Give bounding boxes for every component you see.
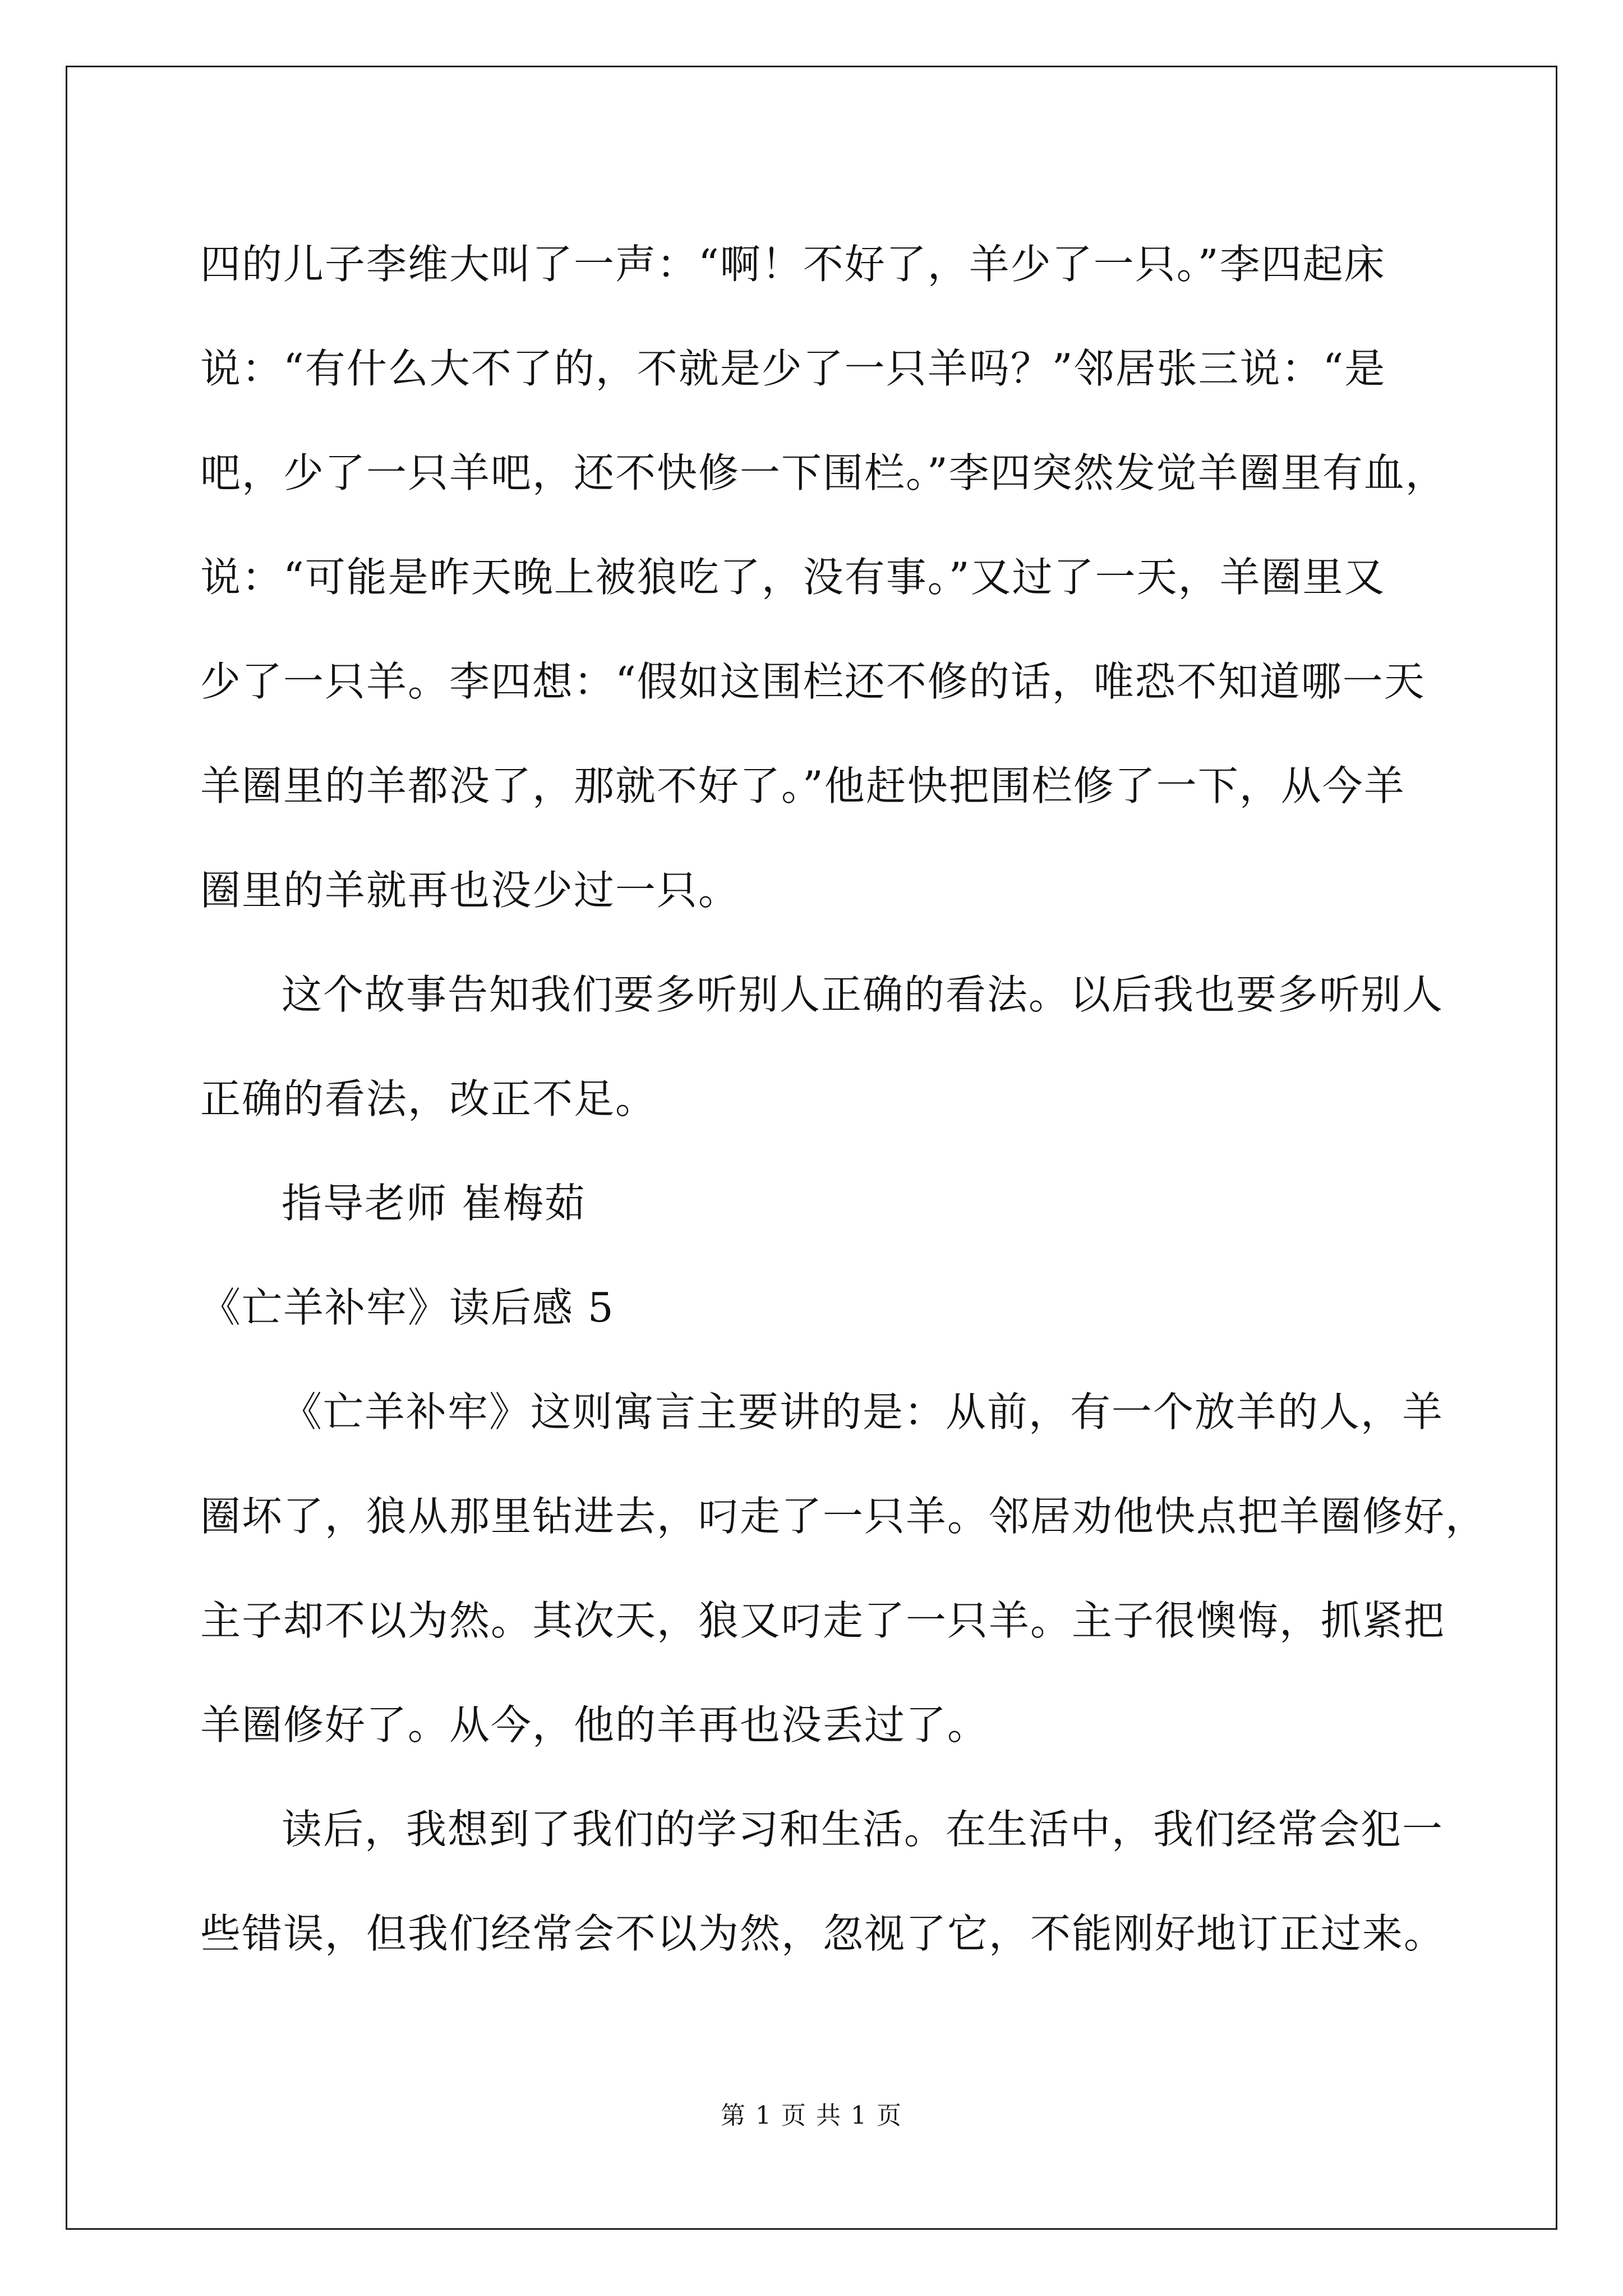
text-line-17: 些错误，但我们经常会不以为然，忽视了它，不能刚好地订正过来。 xyxy=(200,1910,1446,1957)
page-footer: 第 1 页 共 1 页 xyxy=(721,2101,902,2130)
text-line-9: 正确的看法，改正不足。 xyxy=(200,1075,657,1122)
text-line-8: 这个故事告知我们要多听别人正确的看法。以后我也要多听别人 xyxy=(282,971,1444,1018)
text-line-15: 羊圈修好了。从今，他的羊再也没丢过了。 xyxy=(200,1701,989,1749)
text-line-13: 圈坏了，狼从那里钻进去，叼走了一只羊。邻居劝他快点把羊圈修好， xyxy=(200,1493,1487,1540)
text-line-2: 说：“有什么大不了的，不就是少了一只羊吗？”邻居张三说：“是 xyxy=(200,345,1386,392)
signature-line: 指导老师 崔梅茹 xyxy=(282,1180,586,1227)
text-line-16: 读后，我想到了我们的学习和生活。在生活中，我们经常会犯一 xyxy=(282,1806,1444,1853)
text-line-4: 说：“可能是昨天晚上被狼吃了，没有事。”又过了一天，羊圈里又 xyxy=(200,554,1386,601)
text-line-1: 四的儿子李维大叫了一声：“啊！不好了，羊少了一只。”李四起床 xyxy=(200,241,1386,288)
section-title: 《亡羊补牢》读后感 5 xyxy=(200,1284,615,1331)
document-body xyxy=(200,212,1487,1986)
text-line-7: 圈里的羊就再也没少过一只。 xyxy=(200,867,740,914)
text-line-14: 主子却不以为然。其次天，狼又叼走了一只羊。主子很懊悔，抓紧把 xyxy=(200,1597,1446,1644)
text-line-12: 《亡羊补牢》这则寓言主要讲的是：从前，有一个放羊的人，羊 xyxy=(282,1388,1444,1435)
text-line-6: 羊圈里的羊都没了，那就不好了。”他赶快把围栏修了一下，从今羊 xyxy=(200,762,1405,809)
text-line-3: 吧，少了一只羊吧，还不快修一下围栏。”李四突然发觉羊圈里有血， xyxy=(200,449,1447,496)
text-line-5: 少了一只羊。李四想：“假如这围栏还不修的话，唯恐不知道哪一天 xyxy=(200,658,1426,705)
